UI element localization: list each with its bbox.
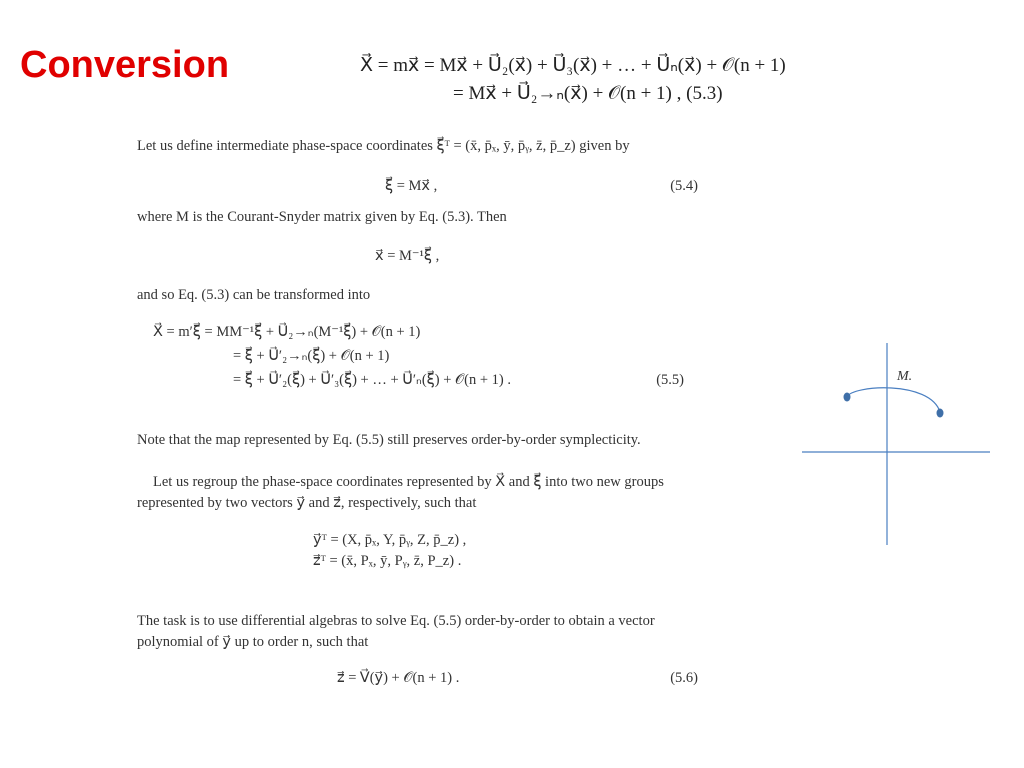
equation-number-5-6: (5.6) <box>670 670 698 686</box>
top-equation-line2: = Mx⃗ + U⃗₂→ₙ(x⃗) + 𝒪(n + 1) , (5.3) <box>453 83 723 104</box>
equation-5-5-line3: = ξ⃗ + U⃗′₂(ξ⃗) + U⃗′₃(ξ⃗) + … + U⃗′ₙ(ξ⃗) + 𝒪(n + 1) . <box>233 372 511 388</box>
equation-5-6: z⃗ = V⃗(y⃗) + 𝒪(n + 1) . <box>337 670 460 686</box>
map-label: M. <box>897 369 913 384</box>
equation-z-vector: z⃗ᵀ = (x̄, Pₓ, ȳ, Pᵧ, z̄, P_z) . <box>313 553 462 569</box>
paragraph-transformed: and so Eq. (5.3) can be transformed into <box>137 287 371 303</box>
equation-y-vector: y⃗ᵀ = (X, p̄ₓ, Y, p̄ᵧ, Z, p̄_z) , <box>313 532 467 548</box>
paragraph-define-coordinates: Let us define intermediate phase-space coordinates ξ⃗ᵀ = (x̄, p̄ₓ, ȳ, p̄ᵧ, z̄, p̄_z) given by <box>137 138 630 154</box>
top-equation-line1: X⃗ = mx⃗ = Mx⃗ + U⃗₂(x⃗) + U⃗₃(x⃗) + … + U⃗ₙ(x⃗) + 𝒪(n + 1) <box>360 55 786 76</box>
end-point <box>937 409 944 418</box>
equation-number-5-4: (5.4) <box>670 178 698 194</box>
equation-5-5-line1: X⃗ = m′ξ⃗ = MM⁻¹ξ⃗ + U⃗₂→ₙ(M⁻¹ξ⃗) + 𝒪(n + 1) <box>153 324 421 340</box>
equation-5-4: ξ⃗ = Mx⃗ , <box>385 178 438 194</box>
start-point <box>844 393 851 402</box>
paragraph-symplecticity: Note that the map represented by Eq. (5.5) still preserves order-by-order symplecticity. <box>137 432 641 448</box>
equation-5-5-line2: = ξ⃗ + U⃗′₂→ₙ(ξ⃗) + 𝒪(n + 1) <box>233 348 390 364</box>
slide-title: Conversion <box>20 44 230 86</box>
paragraph-courant-snyder: where M is the Courant-Snyder matrix given by Eq. (5.3). Then <box>137 209 507 225</box>
paragraph-task: The task is to use differential algebras to solve Eq. (5.5) order-by-order to obtain a vector polynomial of y⃗ up to order n, such that <box>137 613 655 650</box>
paragraph-regroup: Let us regroup the phase-space coordinates represented by X⃗ and ξ⃗ into two new groups represented by two vectors y⃗ and z⃗, respectively, such that <box>137 474 664 511</box>
map-arc <box>847 388 940 412</box>
equation-inverse: x⃗ = M⁻¹ξ⃗ , <box>375 248 440 264</box>
equation-number-5-5: (5.5) <box>656 372 684 388</box>
